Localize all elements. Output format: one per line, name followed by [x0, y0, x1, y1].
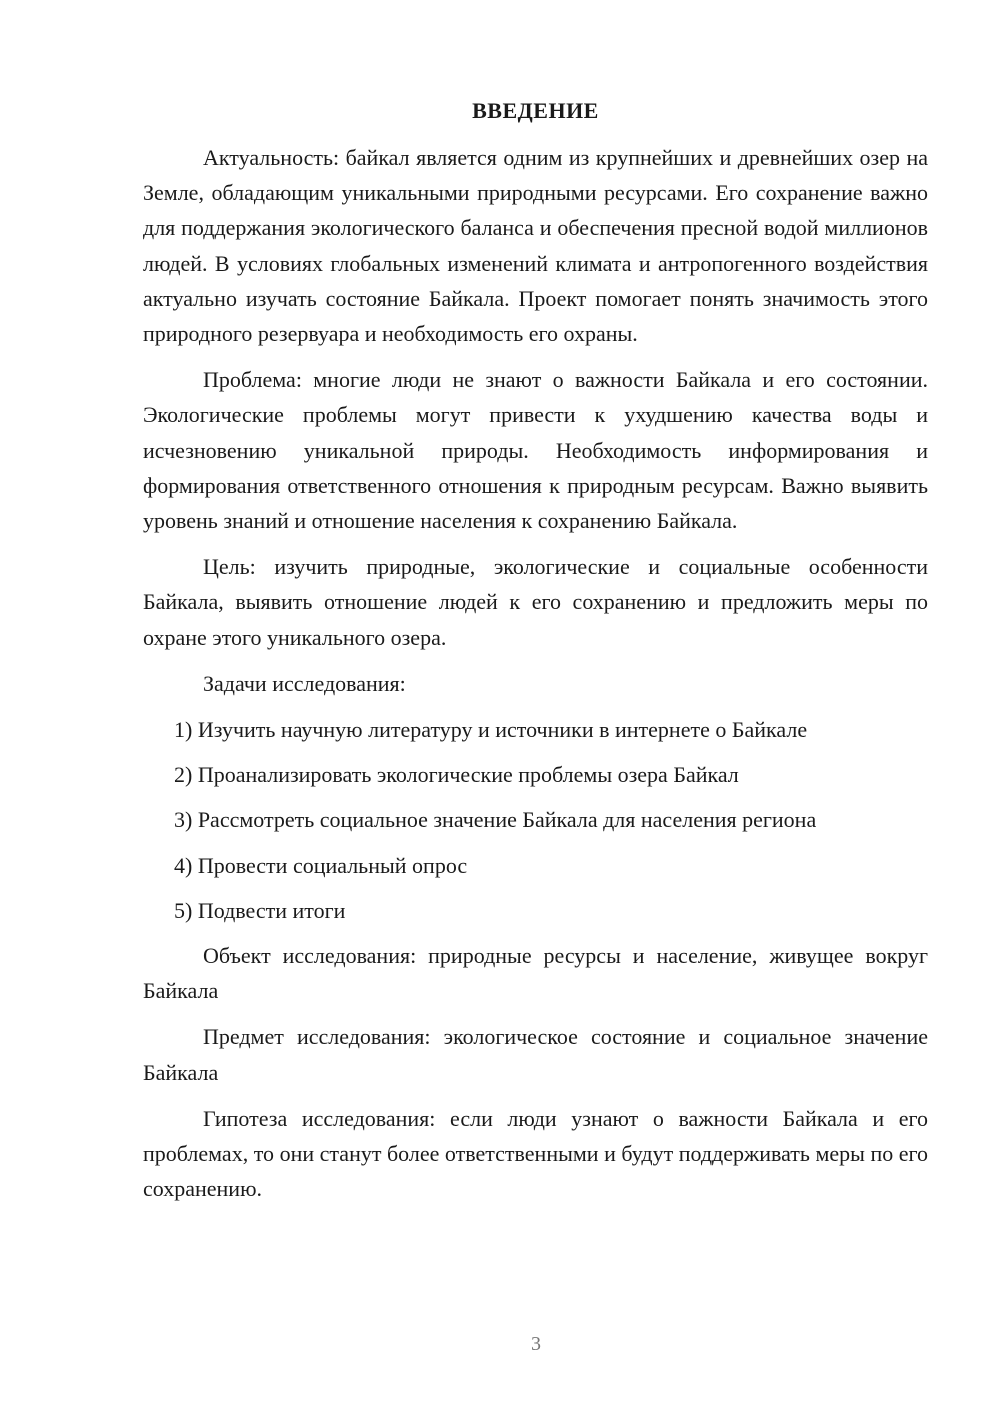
- hypothesis-paragraph: Гипотеза исследования: если люди узнают о важности Байкала и его проблемах, то они станут более ответственными и будут поддерживать меры по его сохранению.: [143, 1105, 928, 1202]
- task-item: 5) Подвести итоги: [174, 897, 346, 923]
- problem-paragraph: Проблема: многие люди не знают о важности Байкала и его состоянии. Экологические проблемы могут привести к ухудшению качества воды и исчезновению уникальной природы. Необходимость информирования и формирования ответственного отношения к природным ресурсам. Важно выявить уровень знаний и отношение населения к сохранению Байкала.: [143, 367, 928, 534]
- object-paragraph: Объект исследования: природные ресурсы и население, живущее вокруг Байкала: [143, 943, 928, 1004]
- page-number: 3: [531, 1333, 541, 1355]
- goal-paragraph: Цель: изучить природные, экологические и социальные особенности Байкала, выявить отношение людей к его сохранению и предложить меры по охране этого уникального озера.: [143, 554, 928, 650]
- tasks-list: [143, 712, 928, 928]
- task-item: 3) Рассмотреть социальное значение Байкала для населения региона: [174, 807, 817, 833]
- page-content: [143, 94, 928, 1217]
- tasks-heading: Задачи исследования:: [203, 670, 406, 696]
- section-title: ВВЕДЕНИЕ: [472, 98, 599, 123]
- task-item: 1) Изучить научную литературу и источники в интернете о Байкале: [174, 717, 808, 743]
- task-item: 4) Провести социальный опрос: [174, 852, 468, 878]
- subject-paragraph: Предмет исследования: экологическое состояние и социальное значение Байкала: [143, 1024, 928, 1085]
- task-item: 2) Проанализировать экологические проблемы озера Байкал: [174, 762, 739, 788]
- relevance-paragraph: Актуальность: байкал является одним из крупнейших и древнейших озер на Земле, обладающим уникальными природными ресурсами. Его сохранение важно для поддержания экологического баланса и обеспечения пресной водой миллионов людей. В условиях глобальных изменений климата и антропогенного воздействия актуально изучать состояние Байкала. Проект помогает понять значимость этого природного резервуара и необходимость его охраны.: [143, 145, 928, 347]
